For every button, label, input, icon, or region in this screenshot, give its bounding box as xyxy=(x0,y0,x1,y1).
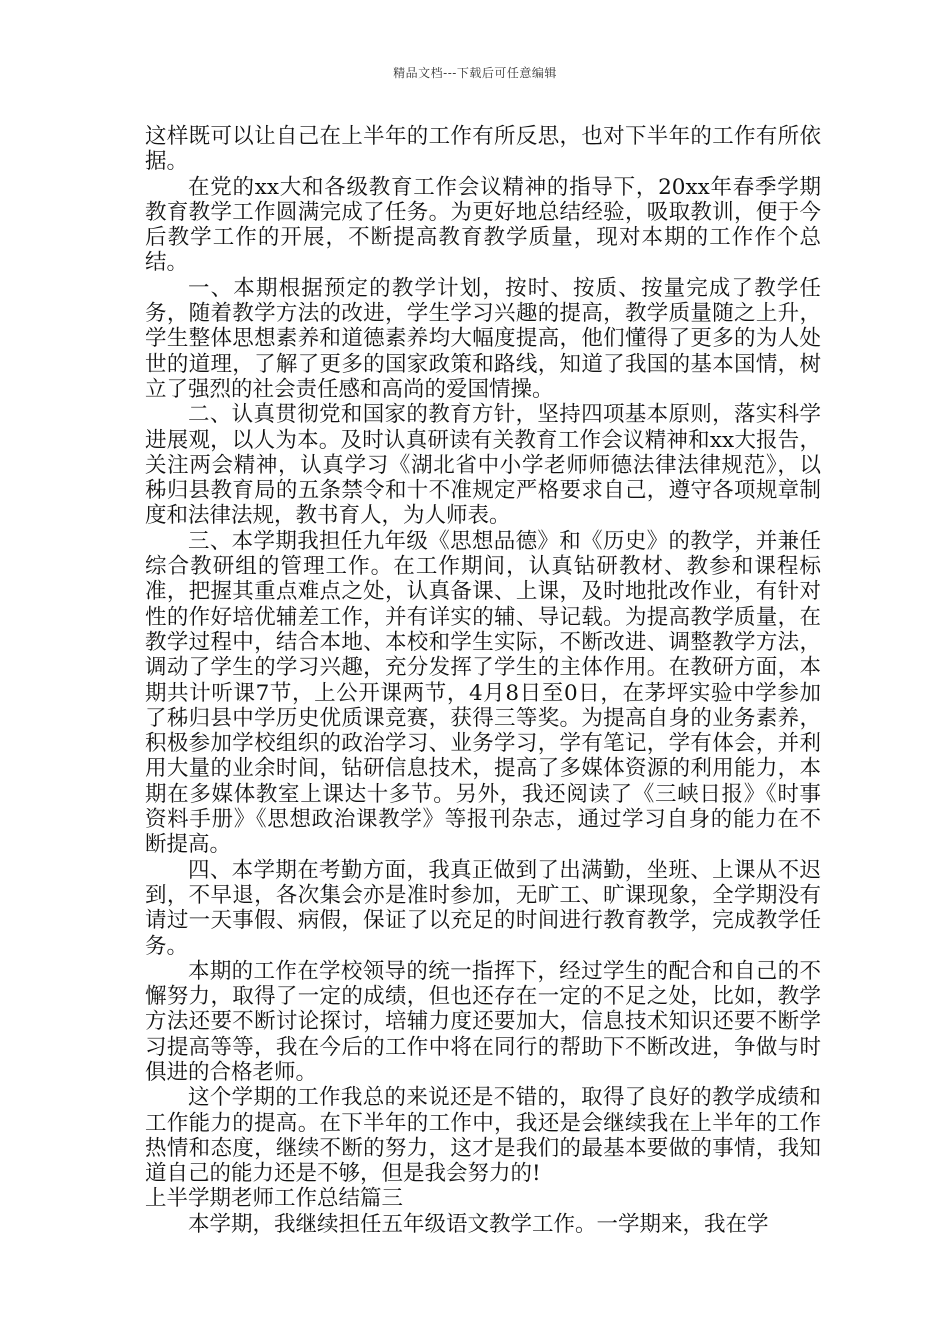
page-header: 精品文档---下载后可任意编辑 xyxy=(393,66,557,80)
paragraph-continuation: 这样既可以让自己在上半年的工作有所反思，也对下半年的工作有所依据。 xyxy=(145,124,821,175)
paragraph-section-4: 四、本学期在考勤方面，我真正做到了出满勤，坐班、上课从不迟到，不早退，各次集会亦是准时参加，无旷工、旷课现象，全学期没有请过一天事假、病假，保证了以充足的时间进行教育教学，完成教学任务。 xyxy=(145,857,821,959)
paragraph-conclusion: 这个学期的工作我总的来说还是不错的，取得了良好的教学成绩和工作能力的提高。在下半年的工作中，我还是会继续我在上半年的工作热情和态度，继续不断的努力，这才是我们的最基本要做的事情，我知道自己的能力还是不够，但是我会努力的! xyxy=(145,1085,821,1187)
paragraph-intro: 在党的xx大和各级教育工作会议精神的指导下，20xx年春季学期教育教学工作圆满完成了任务。为更好地总结经验，吸取教训，便于今后教学工作的开展，不断提高教育教学质量，现对本期的工作作个总结。 xyxy=(145,174,821,276)
paragraph-summary: 本期的工作在学校领导的统一指挥下，经过学生的配合和自己的不懈努力，取得了一定的成绩，但也还存在一定的不足之处，比如，教学方法还要不断讨论探讨，培辅力度还要加大，信息技术知识还要不断学习提高等等，我在今后的工作中将在同行的帮助下不断改进，争做与时俱进的合格老师。 xyxy=(145,958,821,1085)
paragraph-section-1: 一、本期根据预定的教学计划，按时、按质、按量完成了教学任务，随着教学方法的改进，学生学习兴趣的提高，教学质量随之上升，学生整体思想素养和道德素养均大幅度提高，他们懂得了更多的为人处世的道理，了解了更多的国家政策和路线，知道了我国的基本国情，树立了强烈的社会责任感和高尚的爱国情操。 xyxy=(145,275,821,402)
paragraph-section-2: 二、认真贯彻党和国家的教育方针，坚持四项基本原则，落实科学进展观，以人为本。及时认真研读有关教育工作会议精神和xx大报告，关注两会精神，认真学习《湖北省中小学老师师德法律法律规范》，以秭归县教育局的五条禁令和十不准规定严格要求自己，遵守各项规章制度和法律法规，教书育人，为人师表。 xyxy=(145,402,821,529)
section-heading: 上半学期老师工作总结篇三 xyxy=(145,1186,404,1212)
document-body xyxy=(145,124,821,1237)
paragraph-section-3: 三、本学期我担任九年级《思想品德》和《历史》的教学，并兼任综合教研组的管理工作。在工作期间，认真钻研教材、教参和课程标准，把握其重点难点之处，认真备课、上课，及时地批改作业，有针对性的作好培优辅差工作，并有详实的辅、导记载。为提高教学质量，在教学过程中，结合本地、本校和学生实际，不断改进、调整教学方法，调动了学生的学习兴趣，充分发挥了学生的主体作用。在教研方面，本期共计听课7节，上公开课两节，4月8日至0日，在茅坪实验中学参加了秭归县中学历史优质课竞赛，获得三等奖。为提高自身的业务素养，积极参加学校组织的政治学习、业务学习，学有笔记，学有体会，并利用大量的业余时间，钻研信息技术，提高了多媒体资源的利用能力，本期在多媒体教室上课达十多节。另外，我还阅读了《三峡日报》《时事资料手册》《思想政治课教学》等报刊杂志，通过学习自身的能力在不断提高。 xyxy=(145,528,821,858)
paragraph-part-three-start: 本学期，我继续担任五年级语文教学工作。一学期来，我在学 xyxy=(188,1211,769,1237)
